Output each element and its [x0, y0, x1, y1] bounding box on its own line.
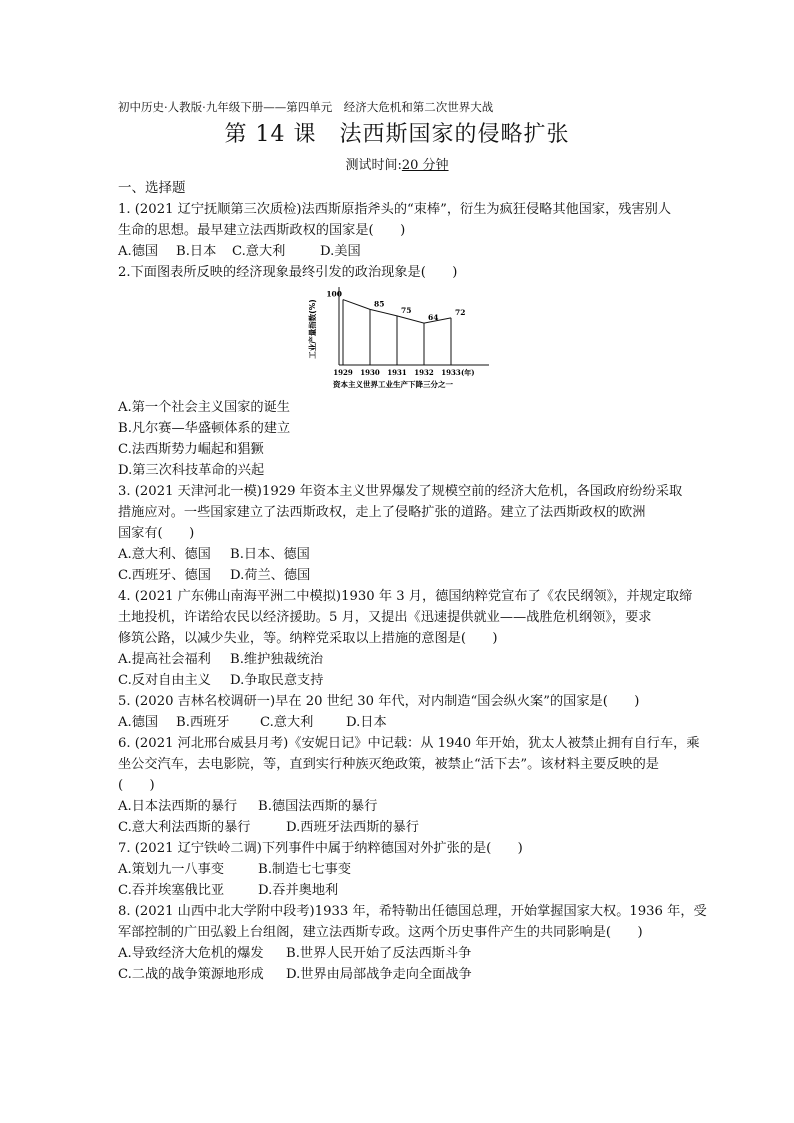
- option-row: [118, 670, 678, 691]
- option-d: D.西班牙法西斯的暴行: [286, 820, 419, 835]
- option-c: C.法西斯势力崛起和猖獗: [118, 442, 264, 457]
- option-a: A.策划九一八事变: [118, 862, 225, 877]
- question-stem-line: 军部控制的广田弘毅上台组阁，建立法西斯专政。这两个历史事件产生的共同影响是( ): [118, 925, 643, 940]
- option-row: [118, 859, 678, 880]
- question-stem-line: 措施应对。一些国家建立了法西斯政权，走上了侵略扩张的道路。建立了法西斯政权的欧洲: [118, 505, 646, 520]
- chart-svg: [303, 285, 513, 395]
- question-list: [118, 199, 707, 985]
- option-row: [118, 964, 678, 985]
- data-label: 85: [374, 299, 385, 309]
- option-row: [118, 241, 678, 262]
- option-b: B.西班牙: [176, 715, 230, 730]
- option-b: B.世界人民开始了反法西斯斗争: [286, 946, 472, 961]
- question-1: [118, 199, 678, 262]
- section-heading: 一、选择题: [118, 180, 186, 196]
- option-row: [118, 565, 678, 586]
- chart-caption: 资本主义世界工业生产下降三分之一: [333, 380, 453, 389]
- option-row: [118, 544, 678, 565]
- option-b: B.制造七七事变: [258, 862, 352, 877]
- document-header: 初中历史·人教版·九年级下册——第四单元 经济大危机和第二次世界大战: [118, 100, 494, 114]
- option-b: B.日本: [176, 244, 217, 259]
- question-5: [118, 691, 678, 733]
- option-b: B.凡尔赛—华盛顿体系的建立: [118, 421, 291, 436]
- question-3: [118, 481, 683, 586]
- option-b: B.日本、德国: [230, 547, 310, 562]
- question-8: [118, 901, 707, 985]
- test-time-label: 测试时间:: [345, 158, 402, 173]
- option-d: D.美国: [320, 244, 361, 259]
- option-b: B.维护独裁统治: [230, 652, 324, 667]
- question-stem-line: 5. (2020 吉林名校调研一)早在 20 世纪 30 年代，对内制造“国会纵火案”的国家是( ): [118, 694, 640, 709]
- option-d: D.第三次科技革命的兴起: [118, 463, 265, 478]
- option-c: C.二战的战争策源地形成: [118, 967, 264, 982]
- question-stem-line: 生命的思想。最早建立法西斯政权的国家是( ): [118, 223, 406, 238]
- x-axis-unit: (年): [461, 368, 475, 377]
- option-row: [118, 796, 678, 817]
- data-label: 75: [401, 305, 412, 315]
- option-d: D.吞并奥地利: [258, 883, 339, 898]
- option-row: [118, 943, 678, 964]
- option-d: D.世界由局部战争走向全面战争: [286, 967, 472, 982]
- option-c: C.意大利: [232, 244, 286, 259]
- question-2: [118, 262, 678, 481]
- option-a: A.意大利、德国: [118, 547, 211, 562]
- question-stem-line: 7. (2021 辽宁铁岭二调)下列事件中属于纳粹德国对外扩张的是( ): [118, 841, 523, 856]
- option-c: C.意大利法西斯的暴行: [118, 820, 251, 835]
- lesson-title: 第 14 课 法西斯国家的侵略扩张: [224, 122, 570, 147]
- option-a: A.德国: [118, 244, 159, 259]
- y-axis-label: 工业产量指数(%): [308, 299, 317, 359]
- x-tick-label: 1933: [441, 368, 461, 377]
- question-stem-line: 国家有( ): [118, 526, 195, 541]
- x-tick-label: 1932: [414, 368, 434, 377]
- question-4: [118, 586, 693, 691]
- question-stem-line: 土地投机，许诺给农民以经济援助。5 月，又提出《迅速提供就业——战胜危机纲领》，要求: [118, 610, 652, 625]
- option-c: C.吞并埃塞俄比亚: [118, 883, 225, 898]
- question-stem-line: 坐公交汽车，去电影院，等，直到实行种族灭绝政策，被禁止“活下去”。该材料主要反映的是: [118, 757, 659, 772]
- option-row: [118, 712, 678, 733]
- question-6: [118, 733, 700, 838]
- option-a: A.第一个社会主义国家的诞生: [118, 400, 290, 415]
- x-tick-label: 1931: [387, 368, 407, 377]
- industrial-output-chart: [118, 285, 678, 395]
- question-stem-line: 8. (2021 山西中北大学附中段考)1933 年，希特勒出任德国总理，开始掌握国家大权。1936 年，受: [118, 904, 707, 919]
- x-tick-label: 1929: [333, 368, 353, 377]
- question-stem-line: 6. (2021 河北邢台威县月考)《安妮日记》中记载：从 1940 年开始，犹太人被禁止拥有自行车，乘: [118, 736, 700, 751]
- option-row: [118, 880, 678, 901]
- data-label: 64: [428, 313, 439, 323]
- question-stem-line: 3. (2021 天津河北一模)1929 年资本主义世界爆发了规模空前的经济大危机，各国政府纷纷采取: [118, 484, 683, 499]
- test-time: [0, 154, 794, 173]
- question-stem-line: 1. (2021 辽宁抚顺第三次质检)法西斯原指斧头的“束棒”，衍生为疯狂侵略其他国家，残害别人: [118, 202, 672, 217]
- option-a: A.提高社会福利: [118, 652, 211, 667]
- question-stem-line: 2.下面图表所反映的经济现象最终引发的政治现象是( ): [118, 265, 458, 280]
- question-stem-line: 4. (2021 广东佛山南海平洲二中模拟)1930 年 3 月，德国纳粹党宣布了《农民纲领》，并规定取缔: [118, 589, 693, 604]
- question-7: [118, 838, 678, 901]
- data-label: 72: [455, 307, 466, 317]
- option-d: D.争取民意支持: [230, 673, 324, 688]
- question-stem-line: ( ): [118, 778, 155, 793]
- x-tick-label: 1930: [360, 368, 380, 377]
- option-c: C.反对自由主义: [118, 673, 211, 688]
- question-stem-line: 修筑公路，以减少失业，等。纳粹党采取以上措施的意图是( ): [118, 631, 498, 646]
- option-d: D.荷兰、德国: [230, 568, 311, 583]
- option-a: A.德国: [118, 715, 159, 730]
- option-b: B.德国法西斯的暴行: [258, 799, 378, 814]
- option-c: C.西班牙、德国: [118, 568, 211, 583]
- test-time-value: 20 分钟: [401, 158, 449, 173]
- option-a: A.日本法西斯的暴行: [118, 799, 238, 814]
- option-d: D.日本: [346, 715, 387, 730]
- option-row: [118, 817, 678, 838]
- option-c: C.意大利: [260, 715, 314, 730]
- option-a: A.导致经济大危机的爆发: [118, 946, 264, 961]
- option-row: [118, 649, 678, 670]
- data-label: 100: [326, 289, 342, 299]
